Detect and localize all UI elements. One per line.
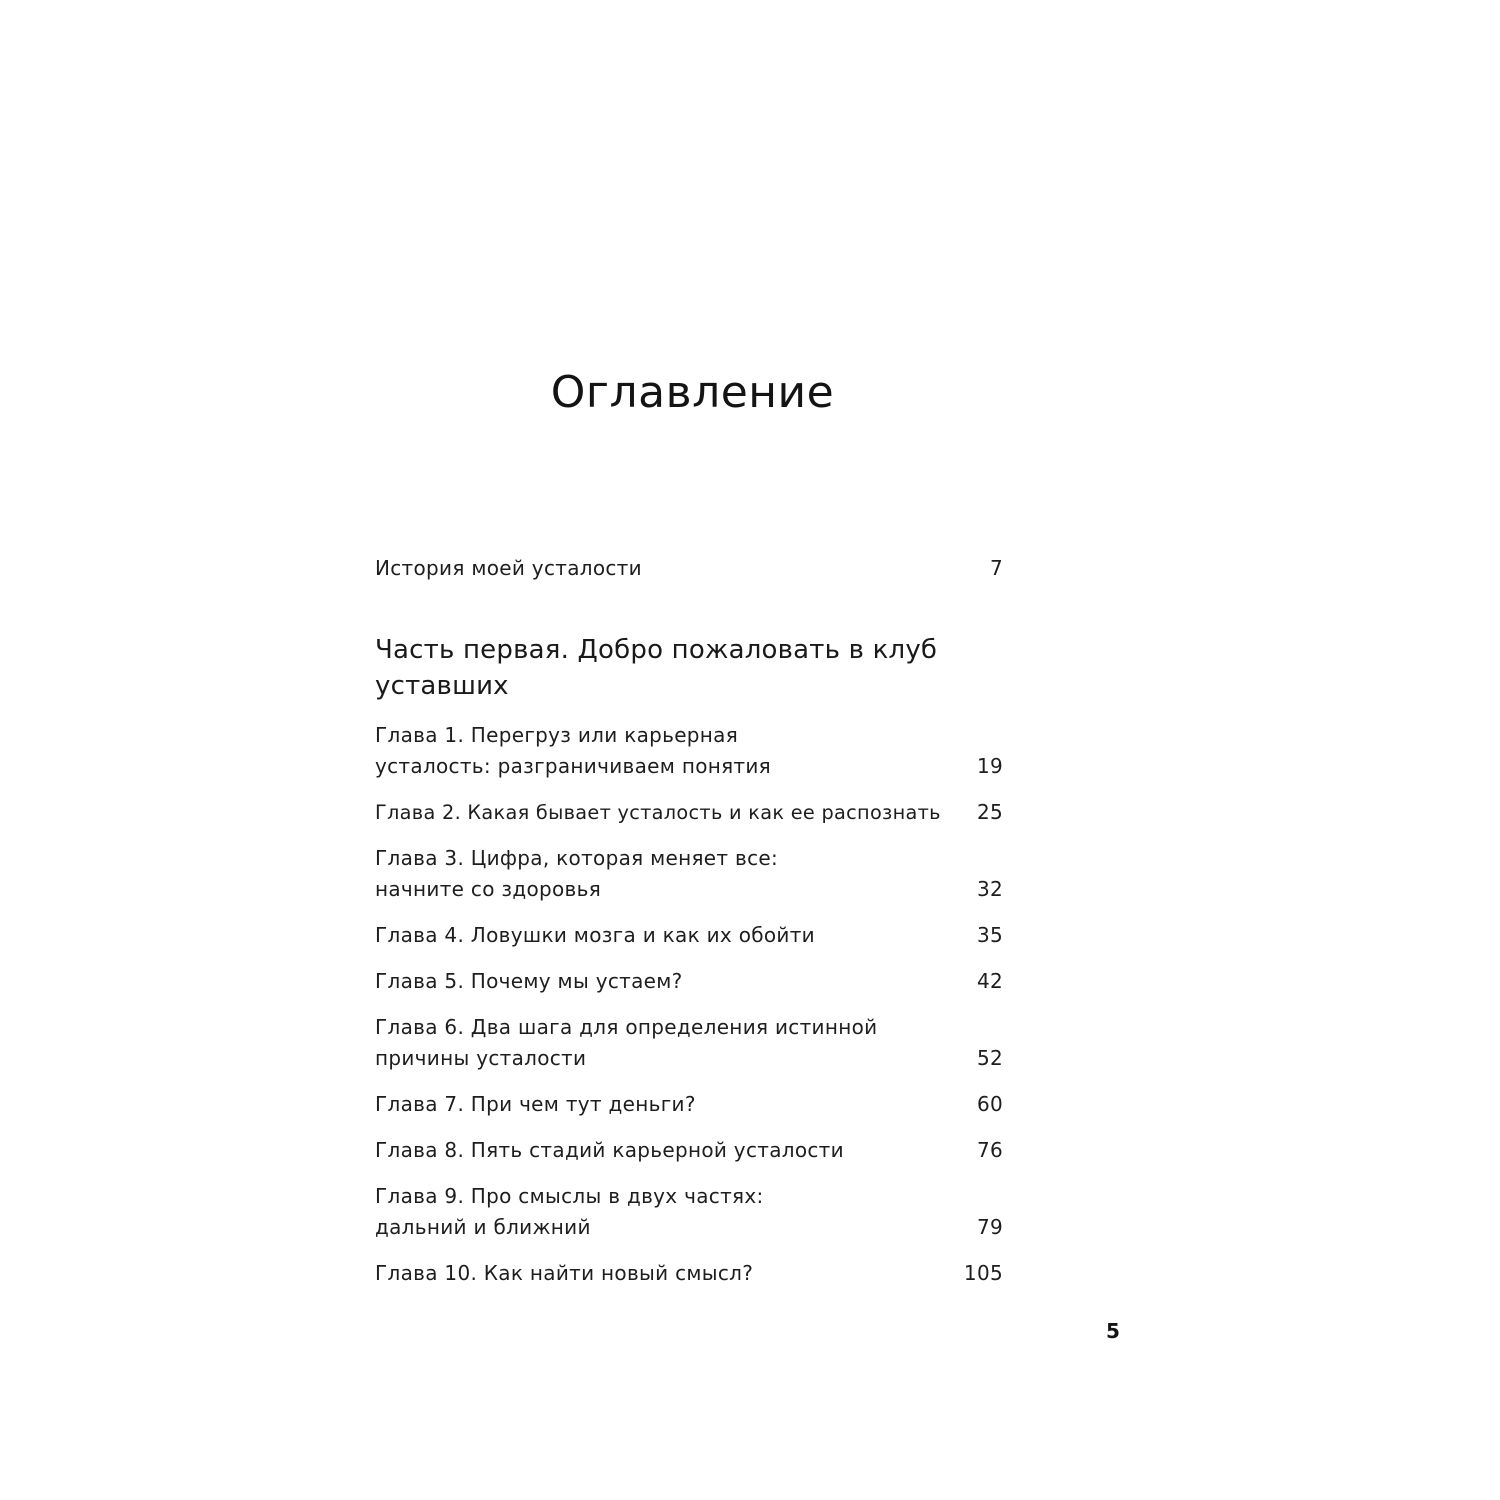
- toc-entry-chapter-6[interactable]: [375, 1012, 1003, 1074]
- toc-entry-page: 79: [976, 1215, 1003, 1239]
- toc-entry-page: 60: [976, 1092, 1003, 1116]
- page-number: 5: [1106, 1319, 1120, 1343]
- toc-entry-title: Глава 4. Ловушки мозга и как их обойти: [375, 923, 815, 947]
- toc-entry-page: 52: [976, 1046, 1003, 1070]
- toc-entry-page: 32: [976, 877, 1003, 901]
- toc-entry-page: 19: [976, 754, 1003, 778]
- toc-entry-title: История моей усталости: [375, 556, 642, 580]
- toc-entry-chapter-3[interactable]: [375, 843, 1003, 905]
- toc-entry-title: Глава 8. Пять стадий карьерной усталости: [375, 1138, 844, 1162]
- toc-entry-page: 105: [963, 1261, 1003, 1285]
- toc-entry-page: 25: [976, 800, 1003, 824]
- toc-entry-title: Глава 6. Два шага для определения истинной причины усталости: [375, 1015, 878, 1070]
- toc-entry-page: 76: [976, 1138, 1003, 1162]
- toc-entry-title: Глава 7. При чем тут деньги?: [375, 1092, 696, 1116]
- toc-entry-title: Глава 10. Как найти новый смысл?: [375, 1261, 754, 1285]
- page-title: Оглавление: [550, 367, 835, 418]
- toc-entry-title: Глава 3. Цифра, которая меняет все: начните со здоровья: [375, 846, 779, 901]
- toc-entry-intro[interactable]: [375, 553, 1003, 584]
- part-heading: Часть первая. Добро пожаловать в клуб уставших: [375, 635, 938, 701]
- toc-entry-chapter-4[interactable]: [375, 920, 1003, 951]
- toc-entry-page: 35: [976, 923, 1003, 947]
- toc-entry-chapter-8[interactable]: [375, 1135, 1003, 1166]
- toc-entry-title: Глава 2. Какая бывает усталость и как ее распознать: [375, 801, 941, 824]
- toc-entry-chapter-5[interactable]: [375, 966, 1003, 997]
- toc-entry-page: 7: [989, 556, 1003, 580]
- toc-entry-chapter-9[interactable]: [375, 1181, 1003, 1243]
- toc-entry-chapter-10[interactable]: [375, 1258, 1003, 1289]
- toc-entry-title: Глава 5. Почему мы устаем?: [375, 969, 683, 993]
- toc-entry-page: 42: [976, 969, 1003, 993]
- toc-entry-chapter-1[interactable]: [375, 720, 1003, 782]
- toc-entry-title: Глава 9. Про смыслы в двух частях: дальний и ближний: [375, 1184, 764, 1239]
- toc-entry-chapter-2[interactable]: [375, 797, 1003, 828]
- toc-entry-chapter-7[interactable]: [375, 1089, 1003, 1120]
- toc-entry-title: Глава 1. Перегруз или карьерная усталость: разграничиваем понятия: [375, 723, 772, 778]
- table-of-contents: [375, 553, 1003, 1304]
